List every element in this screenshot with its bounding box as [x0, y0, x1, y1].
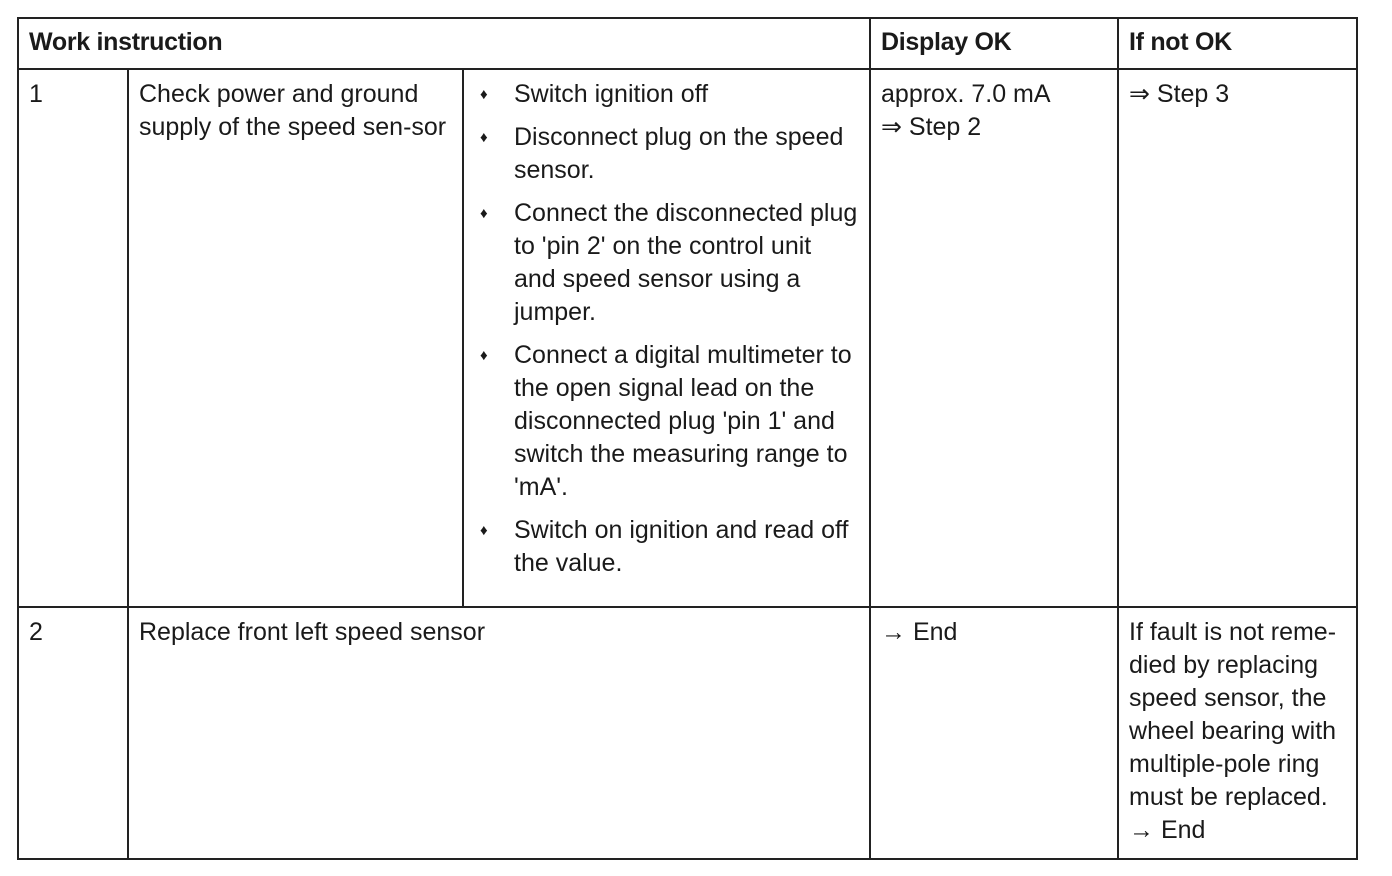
action-text: Switch on ignition and read off the value.	[514, 516, 849, 577]
list-item	[474, 121, 859, 187]
action-text: Switch ignition off	[514, 80, 709, 108]
step-description: Check power and ground supply of the speed sen-sor	[128, 69, 463, 607]
step-description: Replace front left speed sensor	[128, 607, 870, 859]
list-item	[474, 78, 859, 111]
display-ok-cell: → End	[870, 607, 1118, 859]
table-header-row	[18, 18, 1357, 69]
table-row	[18, 607, 1357, 859]
list-item	[474, 514, 859, 580]
display-ok-cell	[870, 69, 1118, 607]
if-not-ok-cell: ⇒ Step 3	[1118, 69, 1357, 607]
if-not-ok-next: → End	[1129, 816, 1206, 844]
display-ok-next: ⇒ Step 2	[881, 113, 982, 141]
header-display-ok: Display OK	[870, 18, 1118, 69]
table-row	[18, 69, 1357, 607]
action-list	[474, 78, 859, 580]
display-ok-value: approx. 7.0 mA	[881, 80, 1051, 108]
step-number: 1	[18, 69, 128, 607]
work-instruction-table	[17, 17, 1358, 860]
diamond-bullet-icon: ♦	[480, 205, 488, 222]
action-text: Connect a digital multimeter to the open signal lead on the disconnected plug 'pin 1' and switch the measuring range to 'mA'.	[514, 341, 852, 501]
if-not-ok-cell	[1118, 607, 1357, 859]
if-not-ok-text: If fault is not reme-died by replacing speed sensor, the wheel bearing with multiple-pole ring must be replaced.	[1129, 618, 1337, 811]
diamond-bullet-icon: ♦	[480, 522, 488, 539]
header-if-not-ok: If not OK	[1118, 18, 1357, 69]
step-actions	[463, 69, 870, 607]
header-work-instruction: Work instruction	[18, 18, 870, 69]
diamond-bullet-icon: ♦	[480, 86, 488, 103]
action-text: Connect the disconnected plug to 'pin 2' on the control unit and speed sensor using a jumper.	[514, 199, 858, 326]
action-text: Disconnect plug on the speed sensor.	[514, 123, 844, 184]
diamond-bullet-icon: ♦	[480, 347, 488, 364]
list-item	[474, 197, 859, 329]
list-item	[474, 339, 859, 504]
step-number: 2	[18, 607, 128, 859]
diamond-bullet-icon: ♦	[480, 129, 488, 146]
